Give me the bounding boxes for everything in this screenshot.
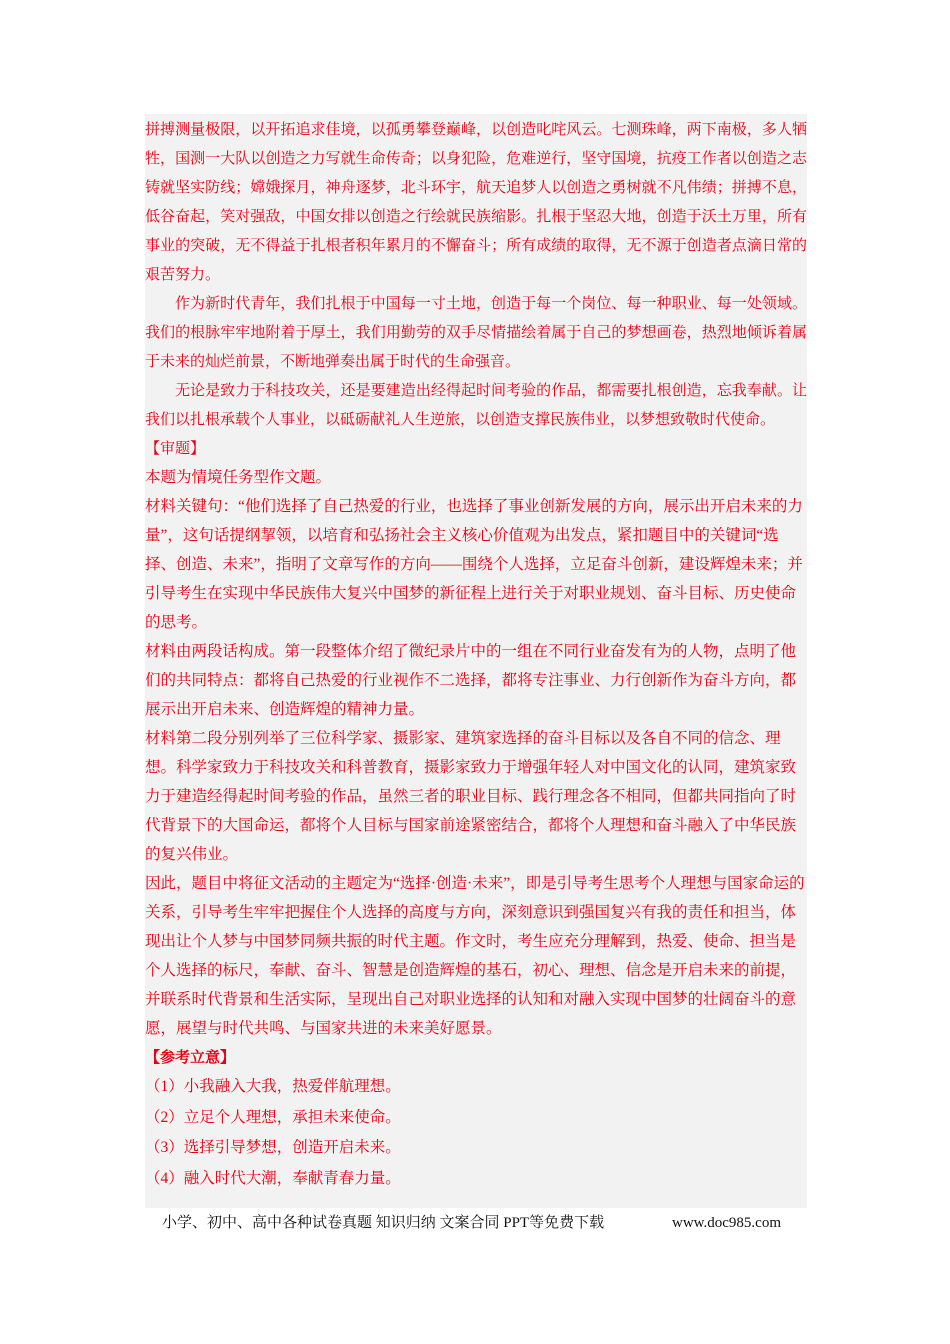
essay-paragraph: 作为新时代青年，我们扎根于中国每一寸土地，创造于每一个岗位、每一种职业、每一处领域。我们的根脉牢牢地附着于厚土，我们用勤劳的双手尽情描绘着属于自己的梦想画卷，热烈地倾诉着属于未来的灿烂前景，不断地弹奏出属于时代的生命强音。 xyxy=(145,294,807,370)
footer-url[interactable]: www.doc985.com xyxy=(672,1215,782,1231)
document-body xyxy=(145,114,807,1194)
analysis-heading: 【审题】 xyxy=(145,439,206,457)
reference-item: （1）小我融入大我，热爱伴航理想。 xyxy=(145,1078,401,1095)
analysis-paragraph: 本题为情境任务型作文题。 xyxy=(145,469,332,486)
reference-item: （2）立足个人理想，承担未来使命。 xyxy=(145,1108,401,1126)
reference-heading: 【参考立意】 xyxy=(145,1048,236,1066)
reference-item: （4）融入时代大潮，奉献青春力量。 xyxy=(145,1169,401,1187)
page-footer xyxy=(162,1212,802,1234)
analysis-paragraph: 材料关键句：“他们选择了自己热爱的行业，也选择了事业创新发展的方向，展示出开启未来的力量”，这句话提纲挈领，以培育和弘扬社会主义核心价值观为出发点，紧扣题目中的关键词“选择、创造、未来”，指明了文章写作的方向——围绕个人选择，立足奋斗创新，建设辉煌未来；并引导考生在实现中华民族伟大复兴中国梦的新征程上进行关于对职业规划、奋斗目标、历史使命的思考。 xyxy=(145,498,803,631)
footer-text: 小学、初中、高中各种试卷真题 知识归纳 文案合同 PPT等免费下载 xyxy=(162,1215,605,1231)
essay-paragraph: 无论是致力于科技攻关，还是要建造出经得起时间考验的作品，都需要扎根创造，忘我奉献。让我们以扎根承载个人事业，以砥砺献礼人生逆旅，以创造支撑民族伟业，以梦想致敬时代使命。 xyxy=(145,381,807,428)
analysis-paragraph: 材料第二段分别列举了三位科学家、摄影家、建筑家选择的奋斗目标以及各自不同的信念、理想。科学家致力于科技攻关和科普教育，摄影家致力于增强年轻人对中国文化的认同，建筑家致力于建造经得起时间考验的作品，虽然三者的职业目标、践行理念各不相同，但都共同指向了时代背景下的大国命运，都将个人目标与国家前途紧密结合，都将个人理想和奋斗融入了中华民族的复兴伟业。 xyxy=(145,730,797,863)
analysis-paragraph: 材料由两段话构成。第一段整体介绍了微纪录片中的一组在不同行业奋发有为的人物，点明了他们的共同特点：都将自己热爱的行业视作不二选择，都将专注事业、力行创新作为奋斗方向，都展示出开启未来、创造辉煌的精神力量。 xyxy=(145,643,797,718)
essay-paragraph: 拼搏测量极限，以开拓追求佳境，以孤勇攀登巅峰，以创造叱咤风云。七测珠峰，两下南极，多人牺牲，国测一大队以创造之力写就生命传奇；以身犯险，危难逆行，坚守国境，抗疫工作者以创造之志铸就坚实防线；嫦娥探月，神舟逐梦，北斗环宇，航天追梦人以创造之勇树就不凡伟绩；拼搏不息，低谷奋起，笑对强敌，中国女排以创造之行绘就民族缩影。扎根于坚忍大地，创造于沃土万里，所有事业的突破，无不得益于扎根者积年累月的不懈奋斗；所有成绩的取得，无不源于创造者点滴日常的艰苦努力。 xyxy=(145,120,807,283)
reference-item: （3）选择引导梦想，创造开启未来。 xyxy=(145,1139,401,1156)
analysis-paragraph: 因此，题目中将征文活动的主题定为“选择·创造·未来”，即是引导考生思考个人理想与国家命运的关系，引导考生牢牢把握住个人选择的高度与方向，深刻意识到强国复兴有我的责任和担当，体现出让个人梦与中国梦同频共振的时代主题。作文时，考生应充分理解到，热爱、使命、担当是个人选择的标尺，奉献、奋斗、智慧是创造辉煌的基石，初心、理想、信念是开启未来的前提，并联系时代背景和生活实际，呈现出自己对职业选择的认知和对融入实现中国梦的壮阔奋斗的意愿，展望与时代共鸣、与国家共进的未来美好愿景。 xyxy=(145,875,805,1037)
